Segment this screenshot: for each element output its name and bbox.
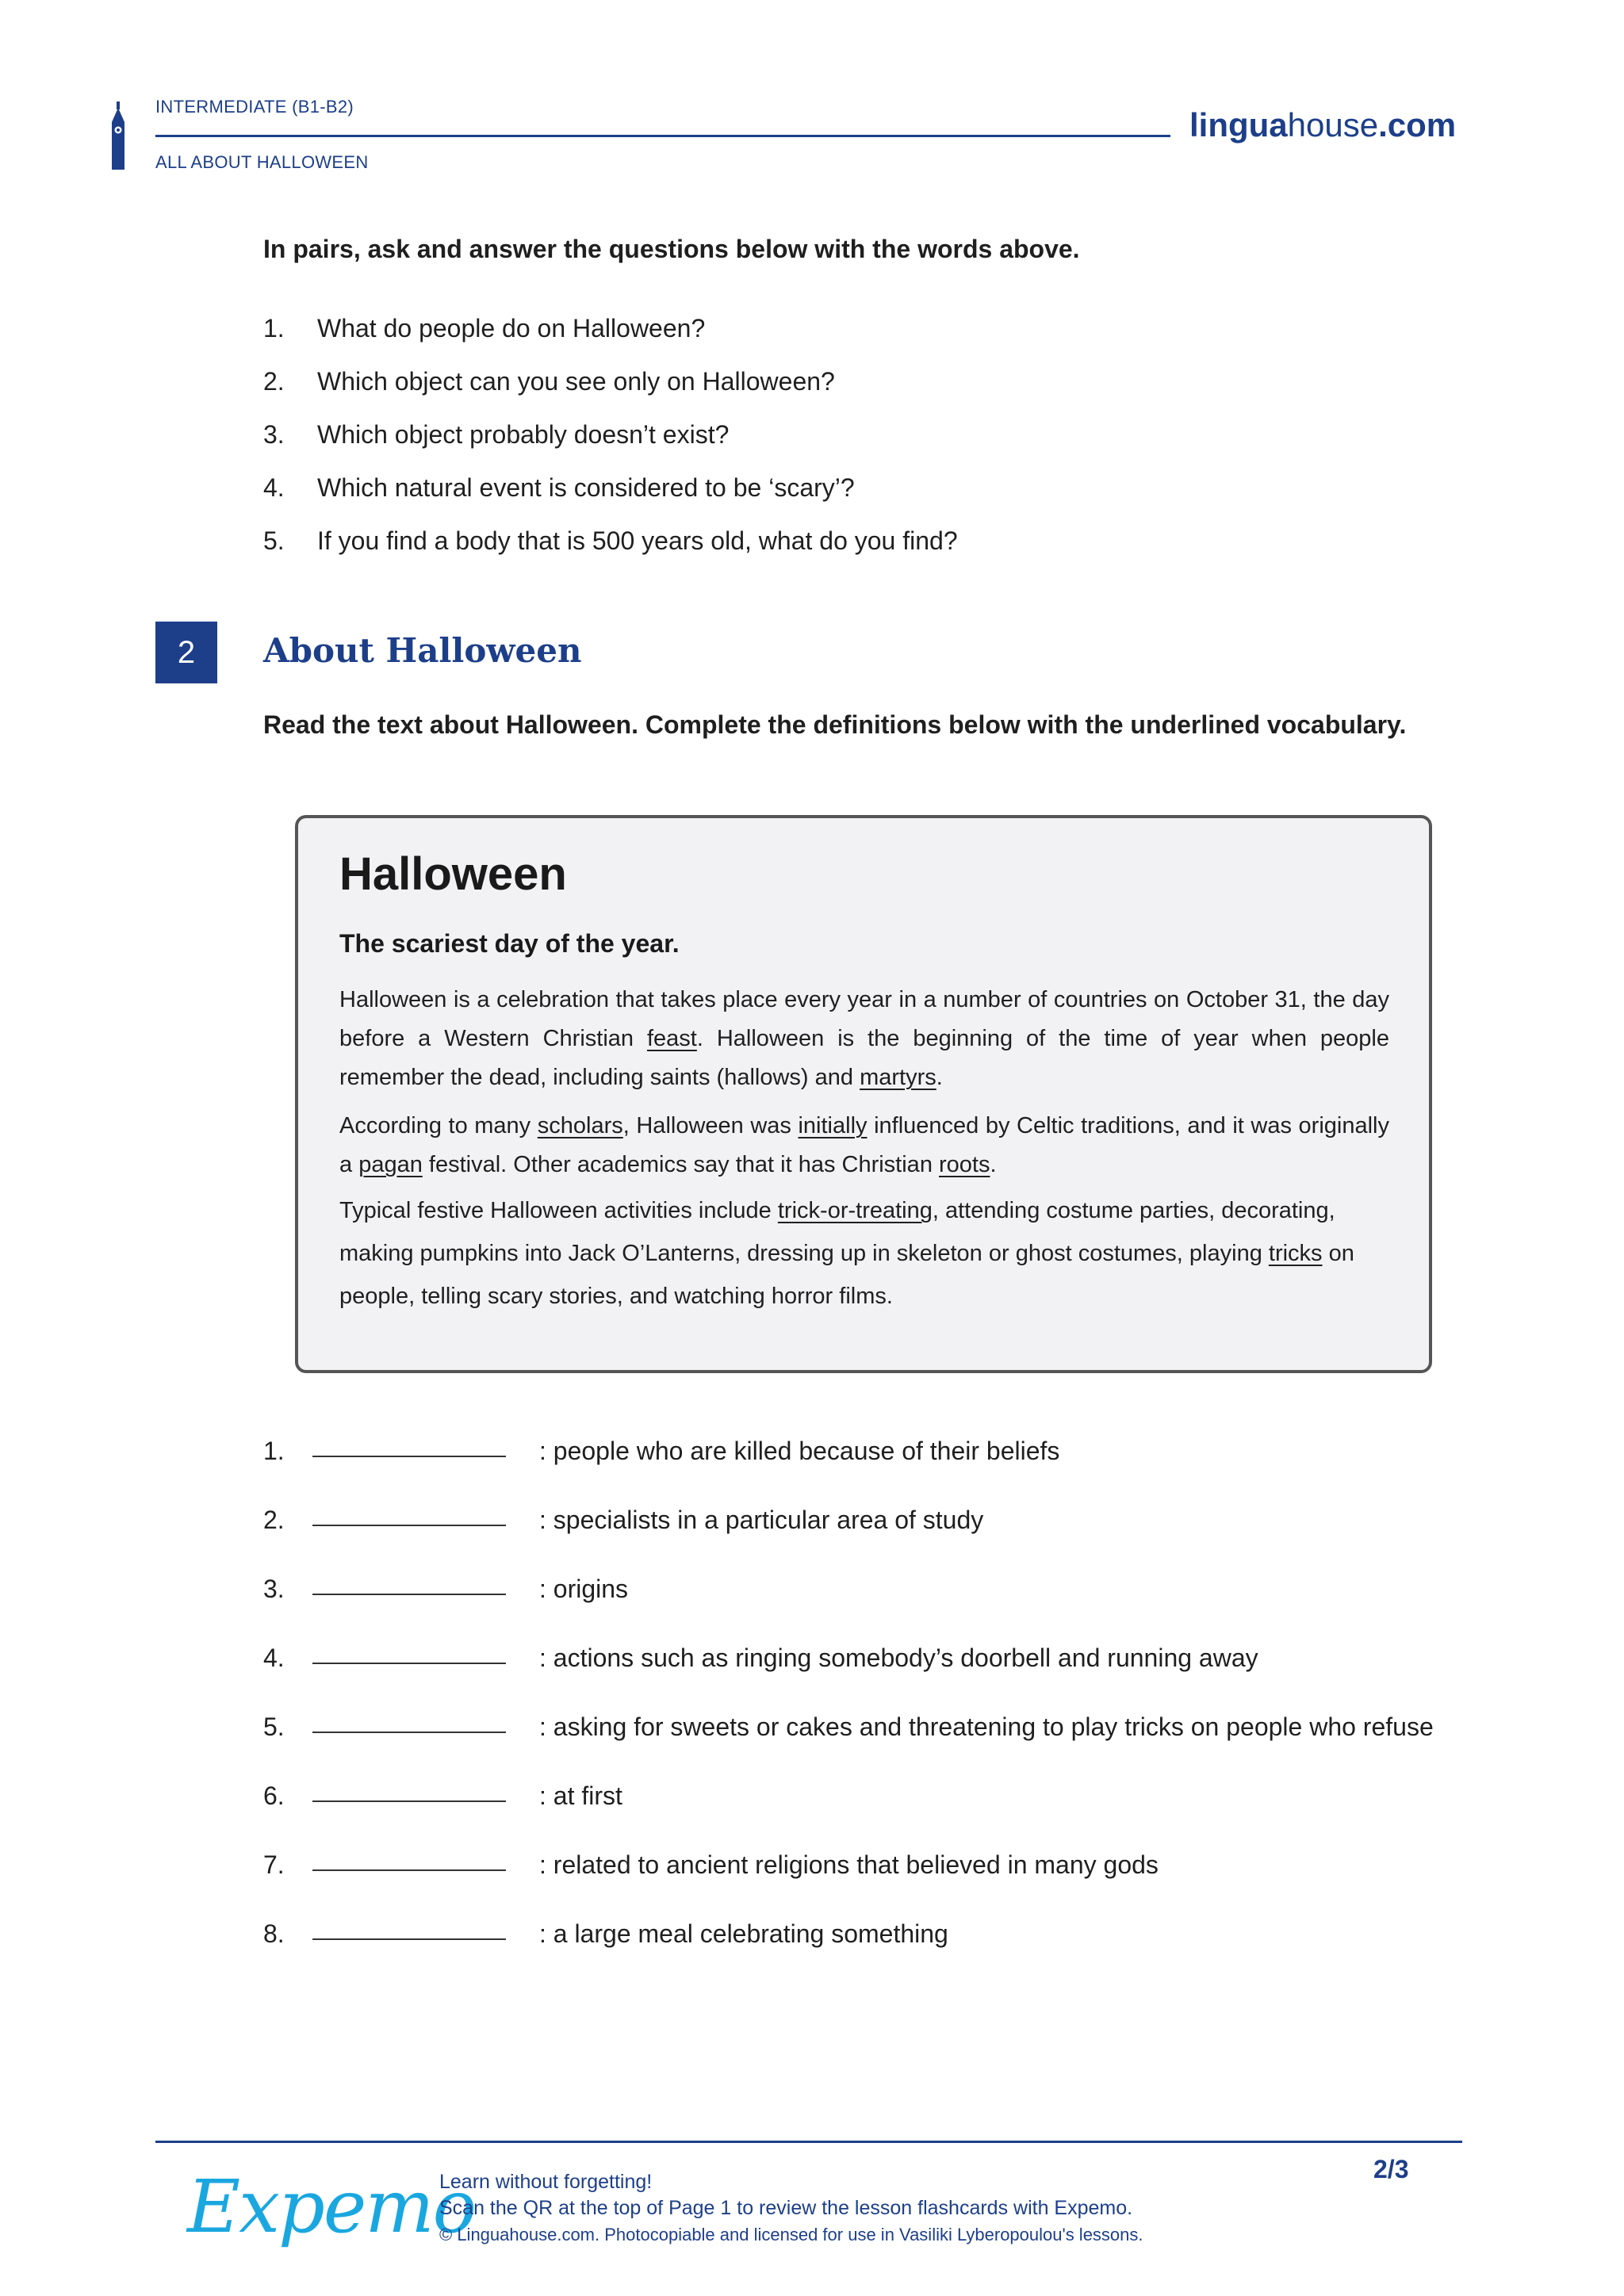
answer-blank[interactable] [312, 1575, 506, 1595]
task1-instruction: In pairs, ask and answer the questions below with the words above. [263, 235, 1080, 263]
reading-paragraph-3: Typical festive Halloween activities include trick-or-treating, attending costume parties, decorating, making pumpkins into Jack O’Lanterns, dressing up in skeleton or ghost costumes, playing tricks on people, telling scary stories, and watching horror films. [339, 1198, 1354, 1309]
reading-subtitle: The scariest day of the year. [339, 929, 680, 958]
vocab-scholars: scholars [537, 1113, 623, 1138]
list-item [263, 367, 1453, 420]
definition-number: 8. [263, 1919, 285, 1948]
question-number: 4. [263, 473, 285, 502]
list-item [263, 1506, 1500, 1575]
vocab-pagan: pagan [358, 1152, 423, 1177]
definition-text: : a large meal celebrating something [539, 1919, 948, 1948]
question-number: 3. [263, 420, 285, 449]
question-number: 2. [263, 367, 285, 396]
definition-number: 2. [263, 1506, 285, 1534]
answer-blank[interactable] [312, 1781, 506, 1802]
vocab-feast: feast [646, 1026, 697, 1051]
question-text: What do people do on Halloween? [317, 314, 706, 342]
question-text: Which object can you see only on Halloween? [317, 367, 835, 396]
section-title: About Halloween [263, 631, 582, 670]
definition-number: 1. [263, 1437, 285, 1465]
definition-number: 7. [263, 1850, 285, 1879]
definition-text: : people who are killed because of their beliefs [539, 1437, 1060, 1465]
answer-blank[interactable] [312, 1506, 506, 1526]
section-number-badge: 2 [155, 622, 217, 683]
list-item [263, 1781, 1500, 1850]
list-item [263, 1850, 1500, 1919]
list-item [263, 314, 1453, 367]
list-item [263, 1712, 1500, 1781]
answer-blank[interactable] [312, 1437, 506, 1457]
list-item [263, 1575, 1500, 1644]
definition-text: : at first [539, 1781, 622, 1810]
vocab-initially: initially [798, 1113, 868, 1138]
definition-list [263, 1437, 1500, 1988]
footer-copyright: © Linguahouse.com. Photocopiable and licensed for use in Vasiliki Lyberopoulou's lessons. [439, 2225, 1143, 2244]
definition-text: : actions such as ringing somebody’s doorbell and running away [539, 1644, 1258, 1672]
topic-label: ALL ABOUT HALLOWEEN [155, 152, 369, 172]
answer-blank[interactable] [312, 1644, 506, 1664]
footer-divider [155, 2141, 1462, 2143]
big-ben-icon [108, 101, 128, 170]
linguahouse-logo[interactable] [1189, 106, 1456, 144]
brand-part-com: .com [1378, 106, 1457, 144]
definition-text: : specialists in a particular area of study [539, 1506, 984, 1534]
brand-part-lingua: lingua [1189, 106, 1288, 144]
list-item [263, 1919, 1500, 1988]
brand-part-house: house [1287, 106, 1379, 144]
vocab-tricks: tricks [1268, 1241, 1323, 1266]
reading-text-box [295, 815, 1432, 1373]
level-label: INTERMEDIATE (B1-B2) [155, 97, 354, 117]
reading-paragraph-1: Halloween is a celebration that takes place every year in a number of countries on October 31, the day before a Western Christian feast. Halloween is the beginning of the time of year when people remember the dead, including saints (hallows) and martyrs. [339, 987, 1389, 1090]
list-item [263, 1644, 1500, 1712]
footer-text [439, 2169, 1143, 2248]
answer-blank[interactable] [312, 1850, 506, 1871]
vocab-roots: roots [939, 1152, 990, 1177]
footer-qr-note: Scan the QR at the top of Page 1 to review the lesson flashcards with Expemo. [439, 2197, 1133, 2219]
vocab-martyrs: martyrs [860, 1065, 936, 1090]
question-number: 1. [263, 314, 285, 342]
definition-text: : origins [539, 1575, 629, 1603]
answer-blank[interactable] [312, 1712, 506, 1733]
list-item [263, 1437, 1500, 1506]
reading-title: Halloween [339, 848, 567, 900]
question-text: If you find a body that is 500 years old, what do you find? [317, 526, 958, 555]
question-text: Which object probably doesn’t exist? [317, 420, 730, 449]
page-number: 2/3 [1373, 2155, 1409, 2183]
definition-number: 5. [263, 1712, 285, 1741]
header-divider [155, 135, 1170, 137]
vocab-trick-or-treating: trick-or-treating [777, 1198, 933, 1223]
question-text: Which natural event is considered to be ‘scary’? [317, 473, 855, 502]
definition-text: : asking for sweets or cakes and threatening to play tricks on people who refuse [539, 1712, 1434, 1741]
footer-tagline: Learn without forgetting! [439, 2171, 653, 2193]
question-number: 5. [263, 526, 285, 555]
answer-blank[interactable] [312, 1919, 506, 1940]
list-item [263, 420, 1453, 473]
definition-text: : related to ancient religions that believed in many gods [539, 1850, 1159, 1879]
definition-number: 6. [263, 1781, 285, 1810]
expemo-logo[interactable]: Expemo [187, 2164, 476, 2249]
section2-instruction: Read the text about Halloween. Complete the definitions below with the underlined vocabulary. [263, 710, 1407, 739]
list-item [263, 526, 1453, 580]
list-item [263, 473, 1453, 526]
question-list [263, 314, 1453, 580]
definition-number: 4. [263, 1644, 285, 1672]
definition-number: 3. [263, 1575, 285, 1603]
reading-paragraph-2: According to many scholars, Halloween was initially influenced by Celtic traditions, and it was originally a pagan festival. Other academics say that it has Christian roots. [339, 1113, 1389, 1177]
